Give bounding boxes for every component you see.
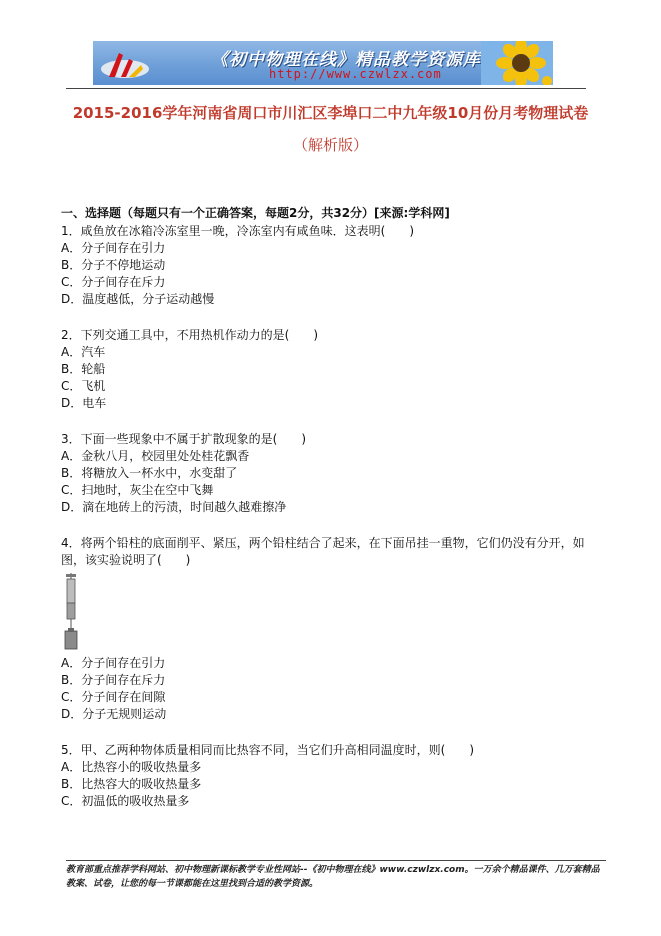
header-banner — [93, 41, 553, 85]
question-3-option-a: A．金秋八月，校园里处处桂花飘香 — [61, 449, 250, 463]
question-4-option-a: A．分子间存在引力 — [61, 656, 166, 670]
question-5-option-c: C．初温低的吸收热量多 — [61, 794, 190, 808]
logo-icon — [99, 47, 151, 81]
question-4-option-b: B．分子间存在斥力 — [61, 673, 166, 687]
question-4-option-c: C．分子间存在间隙 — [61, 690, 166, 704]
banner-url[interactable]: http://www.czwlzx.com — [269, 67, 442, 81]
question-4-stem-line2: 图，该实验说明了( ) — [61, 553, 191, 567]
page-footer: 教育部重点推荐学科网站、初中物理新课标教学专业性网站--《初中物理在线》www.czwlzx.com。一万余个精品课件、几万套精品教案、试卷，让您的每一节课都能在这里找到合适的教学资源。 — [66, 860, 606, 891]
banner-title: 《初中物理在线》精品教学资源库 — [211, 50, 481, 70]
question-2-option-c: C．飞机 — [61, 379, 106, 393]
question-1-option-b: B．分子不停地运动 — [61, 258, 166, 272]
question-4-stem-line1: 4．将两个铅柱的底面削平、紧压，两个铅柱结合了起来，在下面吊挂一重物，它们仍没有分开，如 — [61, 536, 585, 550]
question-3-option-c: C．扫地时，灰尘在空中飞舞 — [61, 483, 214, 497]
sunflower-icon — [481, 41, 553, 85]
question-3-option-d: D．滴在地砖上的污渍，时间越久越难擦净 — [61, 500, 287, 514]
question-5-option-b: B．比热容大的吸收热量多 — [61, 777, 202, 791]
question-3-option-b: B．将糖放入一杯水中，水变甜了 — [61, 466, 238, 480]
question-4-option-d: D．分子无规则运动 — [61, 707, 167, 721]
section-heading: 一、选择题（每题只有一个正确答案，每题2分，共32分）[来源:学科网] — [61, 206, 450, 220]
document-title: 2015-2016学年河南省周口市川汇区李埠口二中九年级10月份月考物理试卷 — [72, 104, 589, 122]
document-subtitle: （解析版） — [292, 136, 368, 154]
question-2-option-b: B．轮船 — [61, 362, 106, 376]
question-1-stem: 1．咸鱼放在冰箱冷冻室里一晚，冷冻室内有咸鱼味．这表明( ) — [61, 224, 415, 238]
lead-cylinders-figure — [63, 573, 79, 653]
question-2-stem: 2．下列交通工具中，不用热机作动力的是( ) — [61, 328, 318, 342]
question-5-option-a: A．比热容小的吸收热量多 — [61, 760, 202, 774]
question-1-option-a: A．分子间存在引力 — [61, 241, 166, 255]
question-2-option-d: D．电车 — [61, 396, 107, 410]
question-5-stem: 5．甲、乙两种物体质量相同而比热容不同，当它们升高相同温度时，则( ) — [61, 743, 475, 757]
question-3-stem: 3．下面一些现象中不属于扩散现象的是( ) — [61, 432, 306, 446]
question-1-option-c: C．分子间存在斥力 — [61, 275, 166, 289]
question-2-option-a: A．汽车 — [61, 345, 106, 359]
question-1-option-d: D．温度越低，分子运动越慢 — [61, 292, 215, 306]
header-divider — [66, 88, 586, 89]
